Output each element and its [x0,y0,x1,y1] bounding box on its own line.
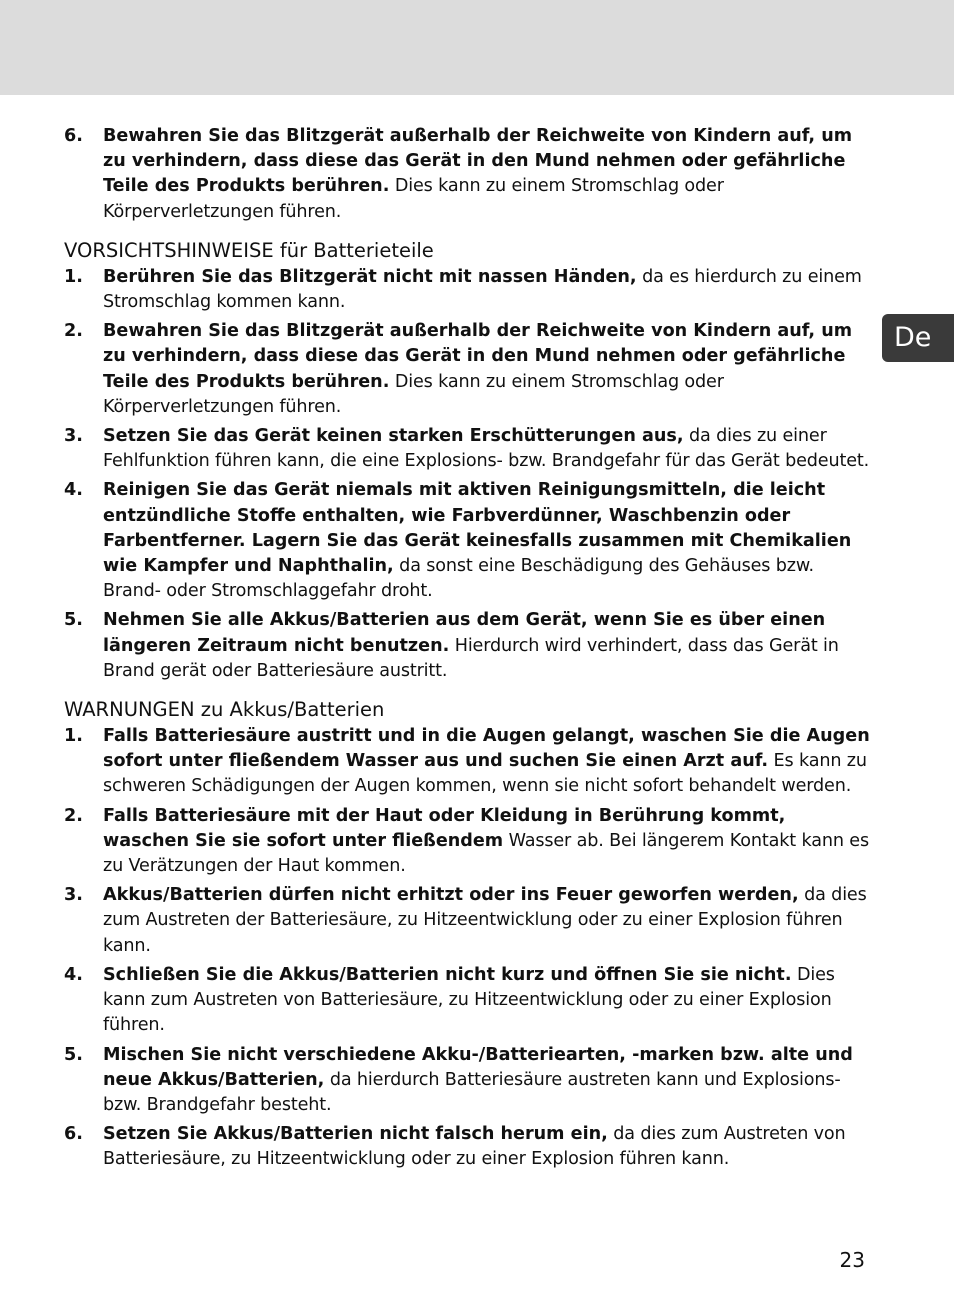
item-plain-text: Dies kann zum Austreten von Batteriesäure, zu Hitzeentwicklung oder zu einer Explosion führen. [103,964,835,1036]
item-plain-text: da dies zum Austreten von Batteriesäure, zu Hitzeentwicklung oder zu einer Explosion führen kann. [103,1124,846,1170]
item-plain-text: Dies kann zu einem Stromschlag oder Körperverletzungen führen. [103,371,724,417]
item-bold-text: Schließen Sie die Akkus/Batterien nicht kurz und öffnen Sie sie nicht. [103,964,792,985]
item-number: 6. [64,1124,83,1145]
list-item [64,963,872,1039]
item-text [103,319,872,420]
item-plain-text: da sonst eine Beschädigung des Gehäuses bzw. Brand- oder Stromschlaggefahr droht. [103,556,814,602]
item-number: 2. [64,805,83,826]
item-number: 3. [64,885,83,906]
item-number: 6. [64,126,83,146]
item-bold-text: Bewahren Sie das Blitzgerät außerhalb der Reichweite von Kindern auf, um zu verhindern, dass diese das Gerät in den Mund nehmen oder gefährliche Teile des Produkts berühren. [103,321,853,392]
item-number: 1. [64,726,83,747]
item-bold-text: Setzen Sie das Gerät keinen starken Erschütterungen aus, [103,426,684,447]
list-item [64,319,872,420]
item-text [103,478,872,604]
item-text [103,124,872,225]
item-text [103,724,872,800]
page-number: 23 [839,1248,865,1272]
header-band [0,0,954,95]
item-plain-text: Dies kann zu einem Stromschlag oder Körperverletzungen führen. [103,176,724,222]
item-text [103,424,872,474]
item-bold-text: Mischen Sie nicht verschiedene Akku-/Batteriearten, -marken bzw. alte und neue Akkus/Batterien, [103,1044,853,1090]
list-item [64,124,872,225]
section-heading-battery-precautions: VORSICHTSHINWEISE für Batterieteile [64,238,434,262]
item-bold-text: Falls Batteriesäure austritt und in die Augen gelangt, waschen Sie die Augen sofort unter fließendem Wasser aus und suchen Sie einen Arzt auf. [103,726,870,772]
item-text [103,608,872,684]
item-plain-text: Wasser ab. Bei längerem Kontakt kann es zu Verätzungen der Haut kommen. [103,830,869,877]
item-text [103,265,872,315]
list-item [64,724,872,800]
item-bold-text: Bewahren Sie das Blitzgerät außerhalb der Reichweite von Kindern auf, um zu verhindern, dass diese das Gerät in den Mund nehmen oder gefährliche Teile des Produkts berühren. [103,126,853,197]
item-number: 5. [64,610,83,631]
item-text [103,883,872,959]
item-number: 2. [64,321,83,342]
list-item [64,478,872,604]
item-number: 5. [64,1044,83,1065]
item-bold-text: Reinigen Sie das Gerät niemals mit aktiven Reinigungsmitteln, die leicht entzündliche Stoffe enthalten, wie Farbverdünner, Waschbenzin oder Farbentferner. Lagern Sie das Gerät keinesfalls zusammen mit Chemikalien wie Kampfer und Naphthalin, [103,480,852,577]
item-number: 1. [64,266,83,287]
item-text [103,1122,872,1172]
list-item [64,265,872,315]
list-item [64,883,872,959]
item-text [103,804,872,880]
item-plain-text: da dies zu einer Fehlfunktion führen kann, die eine Explosions- bzw. Brandgefahr für das Gerät bedeutet. [103,426,870,472]
item-bold-text: Setzen Sie Akkus/Batterien nicht falsch herum ein, [103,1124,608,1145]
item-text [103,1043,872,1119]
list-item [64,608,872,684]
item-plain-text: Hierdurch wird verhindert, dass das Gerät in Brand gerät oder Batteriesäure austritt. [103,635,839,681]
item-number: 4. [64,480,83,501]
item-plain-text: da es hierdurch zu einem Stromschlag kommen kann. [103,266,862,313]
list-item [64,1122,872,1172]
item-bold-text: Berühren Sie das Blitzgerät nicht mit nassen Händen, [103,266,637,287]
item-plain-text: da dies zum Austreten der Batteriesäure, zu Hitzeentwicklung oder zu einer Explosion führen kann. [103,885,867,956]
item-text [103,963,872,1039]
item-bold-text: Nehmen Sie alle Akkus/Batterien aus dem Gerät, wenn Sie es über einen längeren Zeitraum nicht benutzen. [103,610,826,656]
language-tab: De [882,314,954,362]
item-bold-text: Falls Batteriesäure mit der Haut oder Kleidung in Berührung kommt, waschen Sie sie sofort unter fließendem [103,805,786,851]
list-item [64,424,872,474]
item-number: 3. [64,426,83,447]
page-content [64,124,872,1177]
section-heading-battery-warnings: WARNUNGEN zu Akkus/Batterien [64,698,385,722]
list-item [64,804,872,880]
list-item [64,1043,872,1119]
item-number: 4. [64,964,83,985]
item-plain-text: da hierdurch Batteriesäure austreten kann und Explosions- bzw. Brandgefahr besteht. [103,1069,841,1115]
item-plain-text: Es kann zu schweren Schädigungen der Augen kommen, wenn sie nicht sofort behandelt werden. [103,751,867,797]
item-bold-text: Akkus/Batterien dürfen nicht erhitzt oder ins Feuer geworfen werden, [103,885,799,906]
